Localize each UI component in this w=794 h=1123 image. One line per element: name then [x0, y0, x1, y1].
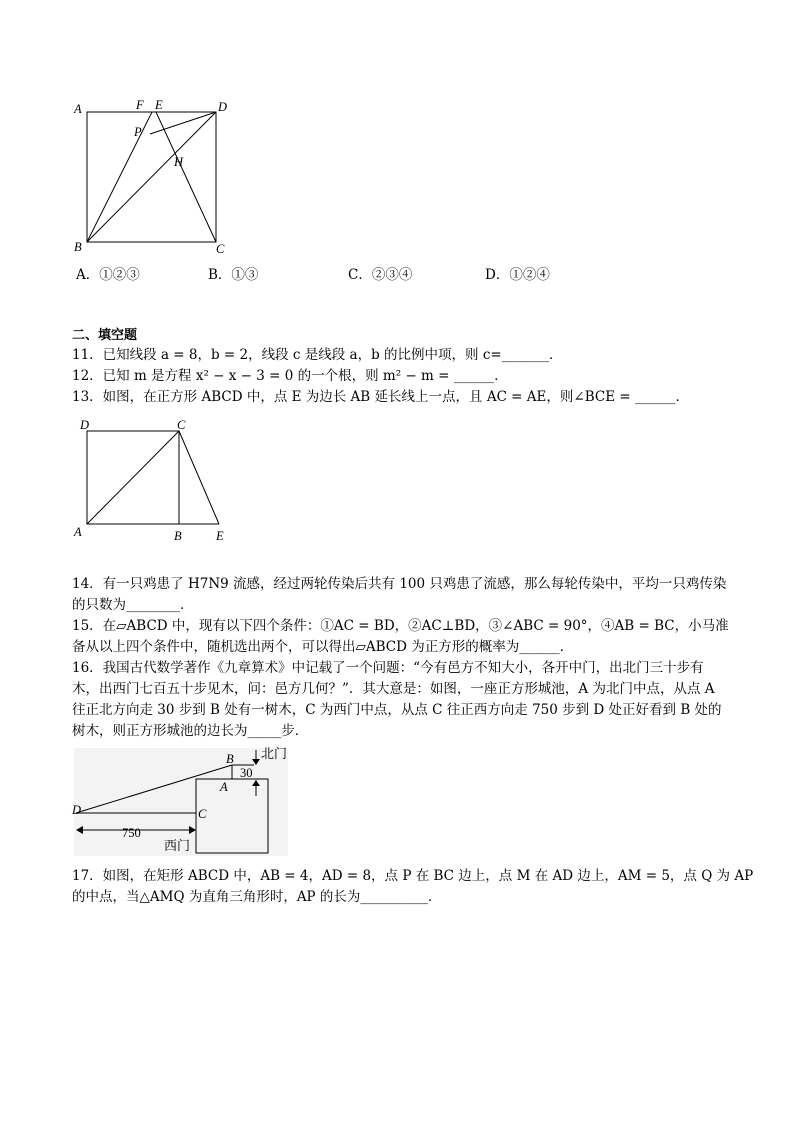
question-14-line1: 14．有一只鸡患了 H7N9 流感，经过两轮传染后共有 100 只鸡患了流感，那么每轮传染中，平均一只鸡传染 [72, 576, 727, 592]
question-14-line2: 的只数为________． [72, 597, 194, 613]
label-a: A [74, 102, 82, 116]
option-c-text: ②③④ [371, 267, 413, 283]
label-p: P [134, 125, 142, 139]
north-gate-label: 北门 [261, 746, 288, 761]
option-b-letter: B． [208, 267, 232, 283]
label-d: D [218, 100, 228, 114]
figure-square-apd [70, 96, 240, 256]
question-16-line4: 树木，则正方形城池的边长为_____步． [72, 723, 309, 739]
label-c: C [216, 242, 225, 256]
option-c [348, 263, 412, 283]
option-b [208, 263, 258, 283]
option-d-text: ①②④ [509, 267, 550, 283]
line-ec [156, 112, 216, 242]
line-bf [87, 112, 152, 242]
label-f: F [136, 98, 144, 112]
label-b3: B [226, 752, 234, 766]
question-12: 12．已知 m 是方程 x² − x − 3 = 0 的一个根，则 m² − m = ______． [72, 368, 508, 384]
figure-city-wall [70, 742, 300, 860]
figure-square-ace [70, 414, 240, 544]
label-a2: A [74, 525, 82, 539]
label-a3: A [220, 780, 228, 794]
question-13: 13．如图，在正方形 ABCD 中，点 E 为边长 AB 延长线上一点，且 AC = AE，则∠BCE = ______． [72, 389, 689, 405]
question-15-line2: 备从以上四个条件中，随机选出两个，可以得出▱ABCD 为正方形的概率为______． [72, 639, 574, 655]
label-e2: E [216, 529, 224, 543]
label-d2: D [80, 418, 90, 432]
question-16-line2: 木，出西门七百五十步见木，问：邑方几何？”．其大意是：如图，一座正方形城池，A 为北门中点，从点 A [72, 681, 715, 697]
section-title: 二、填空题 [72, 328, 138, 343]
option-c-letter: C． [348, 267, 372, 283]
label-d3: D [72, 803, 82, 817]
distance-750: 750 [122, 826, 141, 840]
option-a-text: ①②③ [99, 267, 140, 283]
question-11: 11．已知线段 a = 8，b = 2，线段 c 是线段 a，b 的比例中项，则 c=_______． [72, 347, 563, 363]
option-a [76, 263, 140, 283]
line-pd [150, 112, 216, 134]
question-15-line1: 15．在▱ABCD 中，现有以下四个条件：①AC = BD，②AC⊥BD，③∠ABC = 90°，④AB = BC，小马准 [72, 618, 729, 634]
line-ac [87, 431, 179, 524]
line-ce [179, 431, 219, 524]
west-gate-label: 西门 [164, 838, 191, 853]
option-d-letter: D． [485, 267, 510, 283]
question-16-line3: 往正北方向走 30 步到 B 处有一树木，C 为西门中点，从点 C 往正西方向走 750 步到 D 处正好看到 B 处的 [72, 702, 722, 718]
line-bd [87, 112, 216, 242]
label-c3: C [198, 807, 207, 821]
question-16-line1: 16．我国古代数学著作《九章算术》中记载了一个问题：“今有邑方不知大小，各开中门，出北门三十步有 [72, 660, 704, 676]
label-b: B [74, 240, 82, 254]
option-a-letter: A． [76, 267, 100, 283]
option-d [485, 263, 550, 283]
question-17-line2: 的中点，当△AMQ 为直角三角形时，AP 的长为__________． [72, 889, 442, 905]
label-e: E [155, 98, 163, 112]
label-b2: B [174, 529, 182, 543]
label-c2: C [177, 418, 186, 432]
question-17-line1: 17．如图，在矩形 ABCD 中，AB = 4，AD = 8，点 P 在 BC 边上，点 M 在 AD 边上，AM = 5，点 Q 为 AP [72, 868, 754, 884]
distance-30: 30 [240, 766, 253, 780]
label-h: H [174, 155, 184, 169]
option-b-text: ①③ [231, 267, 259, 283]
